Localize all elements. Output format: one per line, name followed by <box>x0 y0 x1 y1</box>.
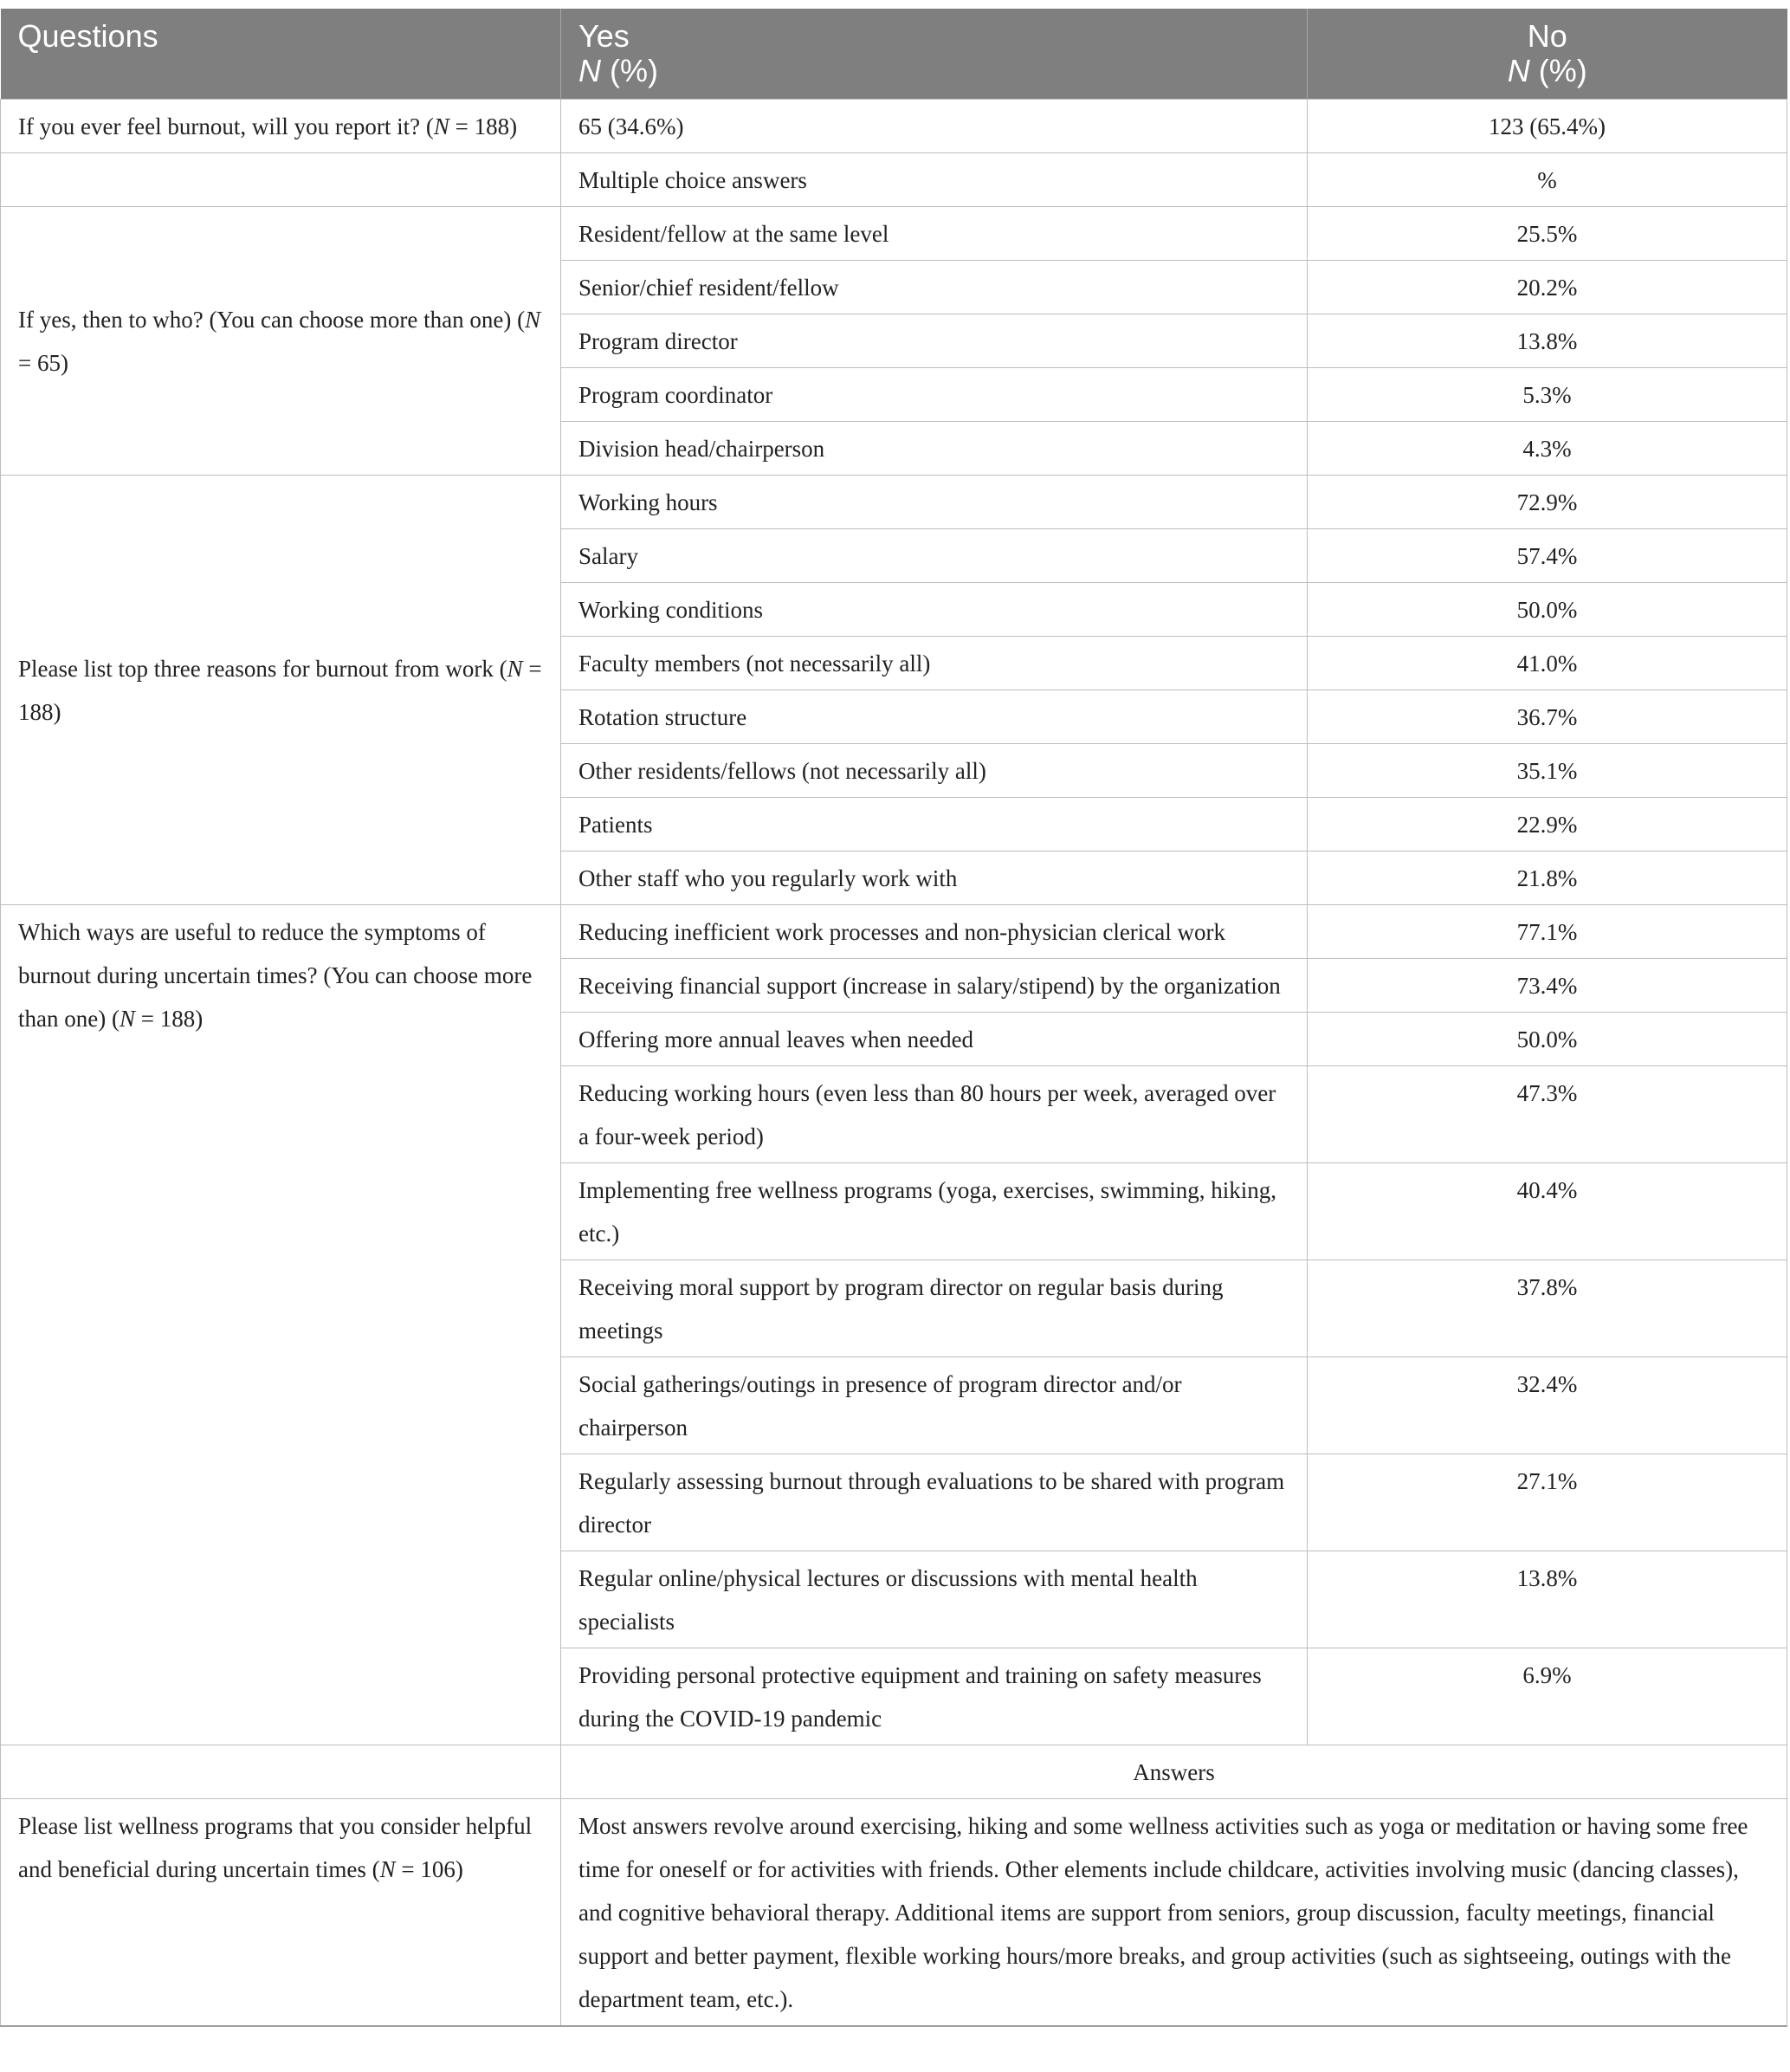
table-row <box>1 207 1787 261</box>
answer-cell: Senior/chief resident/fellow <box>561 261 1308 314</box>
answer-cell: Receiving moral support by program director on regular basis during meetings <box>561 1260 1308 1357</box>
answer-cell: Faculty members (not necessarily all) <box>561 637 1308 690</box>
pct-cell: 13.8% <box>1308 1551 1787 1648</box>
pct-cell: 25.5% <box>1308 207 1787 261</box>
pct-cell: 57.4% <box>1308 529 1787 583</box>
pct-cell: 35.1% <box>1308 744 1787 798</box>
answer-cell: Regular online/physical lectures or discussions with mental health specialists <box>561 1551 1308 1648</box>
answer-cell: Social gatherings/outings in presence of program director and/or chairperson <box>561 1357 1308 1454</box>
answer-cell: Salary <box>561 529 1308 583</box>
pct-cell: 41.0% <box>1308 637 1787 690</box>
answer-cell: Rotation structure <box>561 690 1308 744</box>
table-row <box>1 100 1787 153</box>
pct-cell: 32.4% <box>1308 1357 1787 1454</box>
question-cell-ways: Which ways are useful to reduce the symptoms of burnout during uncertain times? (You can choose more than one) (N = 188) <box>1 905 561 1745</box>
answer-cell: Implementing free wellness programs (yoga, exercises, swimming, hiking, etc.) <box>561 1163 1308 1260</box>
answer-cell: Program director <box>561 314 1308 368</box>
table-row <box>1 905 1787 959</box>
answer-cell: Regularly assessing burnout through evaluations to be shared with program director <box>561 1454 1308 1551</box>
mc-header-label: Multiple choice answers <box>561 153 1308 207</box>
empty-cell <box>1 153 561 207</box>
pct-cell: 40.4% <box>1308 1163 1787 1260</box>
header-no-title: No <box>1527 18 1567 54</box>
question-cell-wellness: Please list wellness programs that you consider helpful and beneficial during uncertain times (N = 106) <box>1 1799 561 2027</box>
header-no <box>1308 9 1787 100</box>
survey-table <box>0 9 1787 2027</box>
table-row <box>1 476 1787 529</box>
table-header <box>1 9 1787 100</box>
table-row <box>1 1799 1787 2027</box>
answer-cell: Working hours <box>561 476 1308 529</box>
answer-cell: Resident/fellow at the same level <box>561 207 1308 261</box>
pct-cell: 4.3% <box>1308 422 1787 476</box>
answer-cell: Program coordinator <box>561 368 1308 422</box>
header-no-sub: N (%) <box>1507 53 1587 88</box>
mc-header-pct: % <box>1308 153 1787 207</box>
table-body <box>1 100 1787 2027</box>
answer-cell: Providing personal protective equipment and training on safety measures during the COVID-19 pandemic <box>561 1648 1308 1745</box>
table-row <box>1 153 1787 207</box>
empty-cell <box>1 1745 561 1799</box>
answer-cell: Offering more annual leaves when needed <box>561 1013 1308 1066</box>
header-questions: Questions <box>1 9 561 100</box>
header-yes <box>561 9 1308 100</box>
pct-cell: 5.3% <box>1308 368 1787 422</box>
header-yes-sub: N (%) <box>578 53 658 88</box>
question-cell-reasons: Please list top three reasons for burnout from work (N = 188) <box>1 476 561 905</box>
pct-cell: 50.0% <box>1308 1013 1787 1066</box>
table-row <box>1 1745 1787 1799</box>
pct-cell: 77.1% <box>1308 905 1787 959</box>
pct-cell: 13.8% <box>1308 314 1787 368</box>
header-yes-title: Yes <box>578 18 630 54</box>
answer-cell: Patients <box>561 798 1308 851</box>
pct-cell: 72.9% <box>1308 476 1787 529</box>
pct-cell: 21.8% <box>1308 851 1787 905</box>
pct-cell: 20.2% <box>1308 261 1787 314</box>
question-cell-to-whom: If yes, then to who? (You can choose more than one) (N = 65) <box>1 207 561 476</box>
pct-cell: 27.1% <box>1308 1454 1787 1551</box>
pct-cell: 50.0% <box>1308 583 1787 637</box>
answers-header: Answers <box>561 1745 1787 1799</box>
pct-cell: 73.4% <box>1308 959 1787 1013</box>
report-yes-value: 65 (34.6%) <box>561 100 1308 153</box>
answer-cell: Division head/chairperson <box>561 422 1308 476</box>
answer-cell: Reducing inefficient work processes and non-physician clerical work <box>561 905 1308 959</box>
report-no-value: 123 (65.4%) <box>1308 100 1787 153</box>
pct-cell: 37.8% <box>1308 1260 1787 1357</box>
answer-cell: Other staff who you regularly work with <box>561 851 1308 905</box>
question-cell-report: If you ever feel burnout, will you report it? (N = 188) <box>1 100 561 153</box>
answer-cell: Other residents/fellows (not necessarily all) <box>561 744 1308 798</box>
pct-cell: 22.9% <box>1308 798 1787 851</box>
pct-cell: 6.9% <box>1308 1648 1787 1745</box>
pct-cell: 47.3% <box>1308 1066 1787 1163</box>
table-container <box>0 9 1787 2027</box>
pct-cell: 36.7% <box>1308 690 1787 744</box>
answer-cell: Working conditions <box>561 583 1308 637</box>
answer-cell: Receiving financial support (increase in salary/stipend) by the organization <box>561 959 1308 1013</box>
answer-cell: Reducing working hours (even less than 80 hours per week, averaged over a four-week period) <box>561 1066 1308 1163</box>
wellness-answer: Most answers revolve around exercising, hiking and some wellness activities such as yoga or meditation or having some free time for oneself or for activities with friends. Other elements include childcare, activities involving music (dancing classes), and cognitive behavioral therapy. Additional items are support from seniors, group discussion, faculty meetings, financial support and better payment, flexible working hours/more breaks, and group activities (such as sightseeing, outings with the department team, etc.). <box>561 1799 1787 2027</box>
